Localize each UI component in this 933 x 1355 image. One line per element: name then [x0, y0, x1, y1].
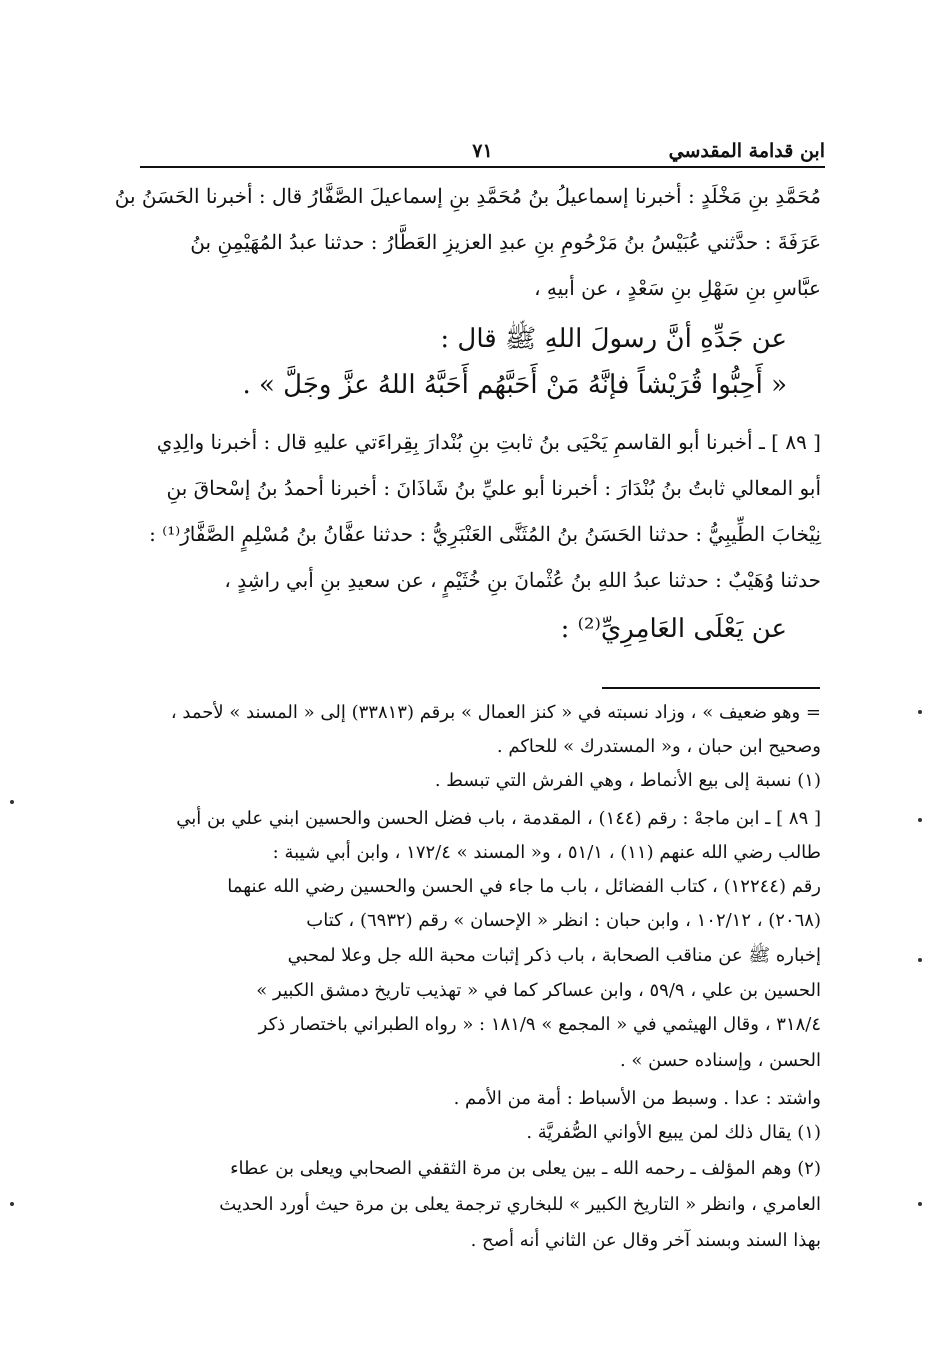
footnote-line: إخباره ﷺ عن مناقب الصحابة ، باب ذكر إثبات محبة الله جل وعلا لمحبي — [287, 945, 821, 966]
footnote-line: (١) نسبة إلى بيع الأنماط ، وهي الفرش التي تبسط . — [434, 770, 821, 791]
footnote-line: وصحيح ابن حبان ، و« المستدرك » للحاكم . — [496, 736, 821, 757]
main-text-line: عَرَفَةَ : حدَّثني عُبَيْسُ بنُ مَرْحُومِ بنِ عبدِ العزيزِ العَطَّارُ : حدثنا عبدُ المُهَيْمِنِ بنُ — [190, 230, 821, 254]
footnote-line: (٢) وهم المؤلف ـ رحمه الله ـ بين يعلى بن مرة الثقفي الصحابي ويعلى بن عطاء — [230, 1158, 821, 1179]
page-header — [140, 140, 825, 168]
hadith-text: « أَحِبُّوا قُرَيْشاً فإنَّهُ مَنْ أَحَبَّهُم أَحَبَّهُ اللهُ عزَّ وجَلَّ » . — [242, 370, 787, 400]
scan-speck — [10, 1202, 14, 1206]
entry-line: حدثنا وُهَيْبٌ : حدثنا عبدُ اللهِ بنُ عُثْمانَ بنِ خُثَيْمٍ ، عن سعيدِ بنِ أبي راشِدٍ ، — [224, 568, 821, 592]
footnote-separator — [602, 687, 820, 689]
footnote-line: الحسن ، وإسناده حسن » . — [619, 1050, 821, 1071]
footnote-line: [ ٨٩ ] ـ ابن ماجهْ : رقم (١٤٤) ، المقدمة ، باب فضل الحسن والحسين ابني علي بن أبي — [176, 808, 821, 829]
entry-line: نِيْخابَ الطِّيبِيُّ : حدثنا الحَسَنُ بنُ المُثَنَّى العَنْبَرِيُّ : حدثنا عفَّانُ بنُ مُسْلِمٍ الصَّفَّارُ⁽¹⁾ : — [149, 522, 821, 546]
footnote-line: رقم (١٢٢٤٤) ، كتاب الفضائل ، باب ما جاء في الحسن والحسين رضي الله عنهما — [227, 876, 821, 897]
footnote-line: واشتد : عدا . وسبط من الأسباط : أمة من الأمم . — [453, 1088, 821, 1109]
entry-line: [ ٨٩ ] ـ أخبرنا أبو القاسمِ يَحْيَى بنُ ثابتِ بنِ بُنْدارَ بِقِراءَتي عليهِ قال : أخبرنا والِدِي — [156, 430, 821, 454]
main-text-line: مُحَمَّدِ بنِ مَخْلَدٍ : أخبرنا إسماعيلُ بنُ مُحَمَّدِ بنِ إسماعيلَ الصَّفَّارُ قال : أخبرنا الحَسَنُ بنُ — [114, 184, 821, 208]
entry-line: أبو المعالي ثابتُ بنُ بُنْدَارَ : أخبرنا أبو عليِّ بنُ شَاذَانَ : أخبرنا أحمدُ بنُ إسْحاقَ بنِ — [166, 476, 821, 500]
scan-speck — [918, 818, 922, 822]
footnote-line: (١) يقال ذلك لمن يبيع الأواني الصُّفريَّة . — [526, 1122, 821, 1143]
scan-speck — [918, 710, 922, 714]
scan-speck — [918, 1202, 922, 1206]
footnote-line: = وهو ضعيف » ، وزاد نسبته في « كنز العمال » برقم (٣٣٨١٣) إلى « المسند » لأحمد ، — [170, 702, 821, 723]
page-number: ٧١ — [472, 140, 493, 162]
scan-speck — [918, 958, 922, 962]
footnote-line: بهذا السند وبسند آخر وقال عن الثاني أنه أصح . — [470, 1230, 821, 1251]
scan-speck — [10, 800, 14, 804]
entry-end-line: عن يَعْلَى العَامِرِيِّ⁽²⁾ : — [560, 614, 787, 644]
main-text-line: عبَّاسِ بنِ سَهْلِ بنِ سَعْدٍ ، عن أبيهِ ، — [534, 276, 821, 300]
footnote-line: طالب رضي الله عنهم (١١) ، ٥١/١ ، و« المسند » ١٧٢/٤ ، وابن أبي شيبة : — [272, 842, 821, 863]
hadith-intro: عن جَدِّهِ أنَّ رسولَ اللهِ ﷺ قال : — [440, 324, 787, 354]
footnote-line: (٢٠٦٨) ، ١٠٢/١٢ ، وابن حبان : انظر « الإحسان » رقم (٦٩٣٢) ، كتاب — [306, 910, 821, 931]
footnote-line: العامري ، وانظر « التاريخ الكبير » للبخاري ترجمة يعلى بن مرة حيث أورد الحديث — [219, 1194, 821, 1215]
footnote-line: ٣١٨/٤ ، وقال الهيثمي في « المجمع » ١٨١/٩ : « رواه الطبراني باختصار ذكر — [258, 1014, 821, 1035]
footnote-line: الحسين بن علي ، ٥٩/٩ ، وابن عساكر كما في « تهذيب تاريخ دمشق الكبير » — [256, 980, 821, 1001]
running-title: ابن قدامة المقدسي — [668, 140, 825, 162]
